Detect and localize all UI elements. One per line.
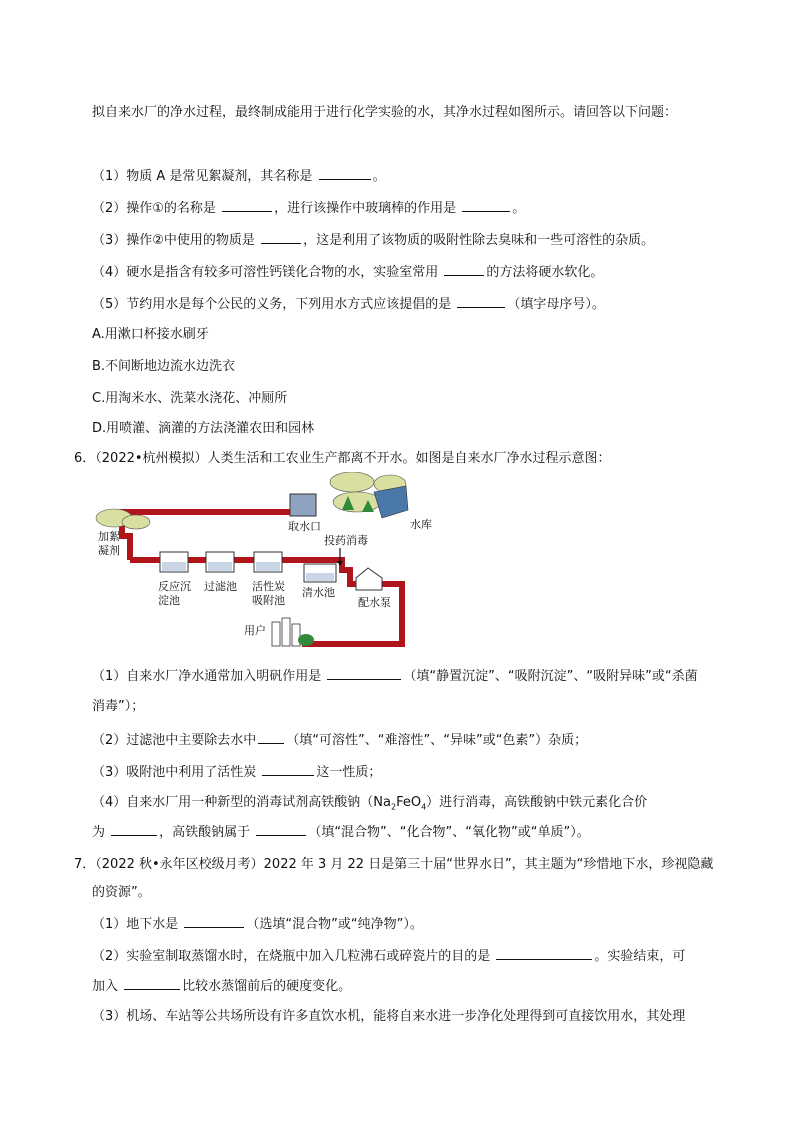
intro-text: 拟自来水厂的净水过程，最终制成能用于进行化学实验的水，其净水过程如图所示。请回答以下问题： xyxy=(92,105,678,120)
answer-blank[interactable] xyxy=(124,976,180,990)
label-users: 用户 xyxy=(244,624,266,637)
answer-blank[interactable] xyxy=(261,230,301,244)
q7-sub2: （2）实验室制取蒸馏水时，在烧瓶中加入几粒沸石或碎瓷片的目的是 。实验结束，可 xyxy=(92,946,685,966)
answer-blank[interactable] xyxy=(319,166,371,180)
q6-sub2: （2）过滤池中主要除去水中 （填“可溶性”、“难溶性”、“异味”或“色素”）杂质； xyxy=(92,730,587,750)
label-disinfect: 投药消毒 xyxy=(324,534,368,547)
q7-sub1: （1）地下水是 （选填“混合物”或“纯净物”）。 xyxy=(92,914,423,934)
label-coagulant-1: 加絮 xyxy=(98,530,120,543)
q5-sub4: （4）硬水是指含有较多可溶性钙镁化合物的水，实验室常用 的方法将硬水软化。 xyxy=(92,262,603,282)
q5-sub1: （1）物质 A 是常见絮凝剂，其名称是 。 xyxy=(92,166,386,186)
label-carbon-2: 吸附池 xyxy=(252,594,285,607)
answer-blank[interactable] xyxy=(462,198,510,212)
answer-blank[interactable] xyxy=(327,666,401,680)
answer-blank[interactable] xyxy=(496,946,592,960)
q7-sub3: （3）机场、车站等公共场所设有许多直饮水机，能将自来水进一步净化处理得到可直接饮用水，其处理 xyxy=(92,1009,686,1024)
q6-sub3: （3）吸附池中利用了活性炭 这一性质； xyxy=(92,762,381,782)
label-reservoir: 水库 xyxy=(410,518,432,531)
label-clean: 清水池 xyxy=(302,586,335,599)
q5-option-c: C.用淘米水、洗菜水浇花、冲厕所 xyxy=(92,391,288,406)
tank-clean xyxy=(304,564,336,582)
pipe-down-right xyxy=(122,524,130,560)
q6-sub1: （1）自来水厂净水通常加入明矾作用是 （填“静置沉淀”、“吸附沉淀”、“吸附异味”或“杀菌 xyxy=(92,666,698,686)
q5-sub3: （3）操作②中使用的物质是 ，这是利用了该物质的吸附性除去臭味和一些可溶性的杂质。 xyxy=(92,230,654,250)
label-intake: 取水口 xyxy=(288,520,321,533)
q7-sub2-cont: 加入 比较水蒸馏前后的硬度变化。 xyxy=(92,976,351,996)
pump-house xyxy=(356,568,382,590)
reservoir-hill xyxy=(330,472,374,492)
answer-blank[interactable] xyxy=(262,762,314,776)
answer-blank[interactable] xyxy=(258,730,284,744)
users-buildings xyxy=(272,618,314,646)
answer-blank[interactable] xyxy=(256,822,306,836)
answer-blank[interactable] xyxy=(222,198,272,212)
label-pump: 配水泵 xyxy=(358,596,391,609)
label-reaction-1: 反应沉 xyxy=(158,580,191,593)
q7-stem: 7．（2022 秋•永年区校级月考）2022 年 3 月 22 日是第三十届“世界水日”，其主题为“珍惜地下水，珍视隐藏 xyxy=(74,857,714,872)
label-coagulant-2: 凝剂 xyxy=(98,544,120,557)
answer-blank[interactable] xyxy=(184,914,244,928)
q6-sub1-cont: 消毒”）； xyxy=(92,699,145,714)
q6-stem: 6．（2022•杭州模拟）人类生活和工农业生产都离不开水。如图是自来水厂净水过程示意图： xyxy=(74,451,611,466)
q7-stem-cont: 的资源”。 xyxy=(92,885,151,900)
q5-sub2: （2）操作①的名称是 ，进行该操作中玻璃棒的作用是 。 xyxy=(92,198,525,218)
q6-sub4-line2: 为 ，高铁酸钠属于 （填“混合物”、“化合物”、“氧化物”或“单质”）。 xyxy=(92,822,590,842)
reservoir-hill xyxy=(333,492,381,512)
q6-sub4-line1: （4）自来水厂用一种新型的消毒试剂高铁酸钠$(Na_2FeO_4)$进行消毒，高铁酸钠中铁元素化合价 xyxy=(92,795,648,812)
label-reaction-2: 淀池 xyxy=(158,594,180,607)
q5-option-a: A.用漱口杯接水刷牙 xyxy=(92,327,209,342)
answer-blank[interactable] xyxy=(111,822,157,836)
tank-reaction xyxy=(160,552,188,572)
label-carbon-1: 活性炭 xyxy=(252,580,285,593)
coagulant-hill xyxy=(122,515,150,529)
q5-option-d: D.用喷灌、滴灌的方法浇灌农田和园林 xyxy=(92,421,315,436)
q5-option-b: B.不间断地边流水边洗衣 xyxy=(92,359,236,374)
answer-blank[interactable] xyxy=(457,294,505,308)
reservoir-water xyxy=(374,486,408,518)
intake-box xyxy=(290,494,316,516)
water-treatment-diagram xyxy=(92,472,432,657)
answer-blank[interactable] xyxy=(444,262,484,276)
label-filter: 过滤池 xyxy=(204,580,237,593)
tank-filter xyxy=(206,552,234,572)
tank-carbon xyxy=(254,552,282,572)
q5-sub5: （5）节约用水是每个公民的义务，下列用水方式应该提倡的是 （填字母序号）。 xyxy=(92,294,605,314)
